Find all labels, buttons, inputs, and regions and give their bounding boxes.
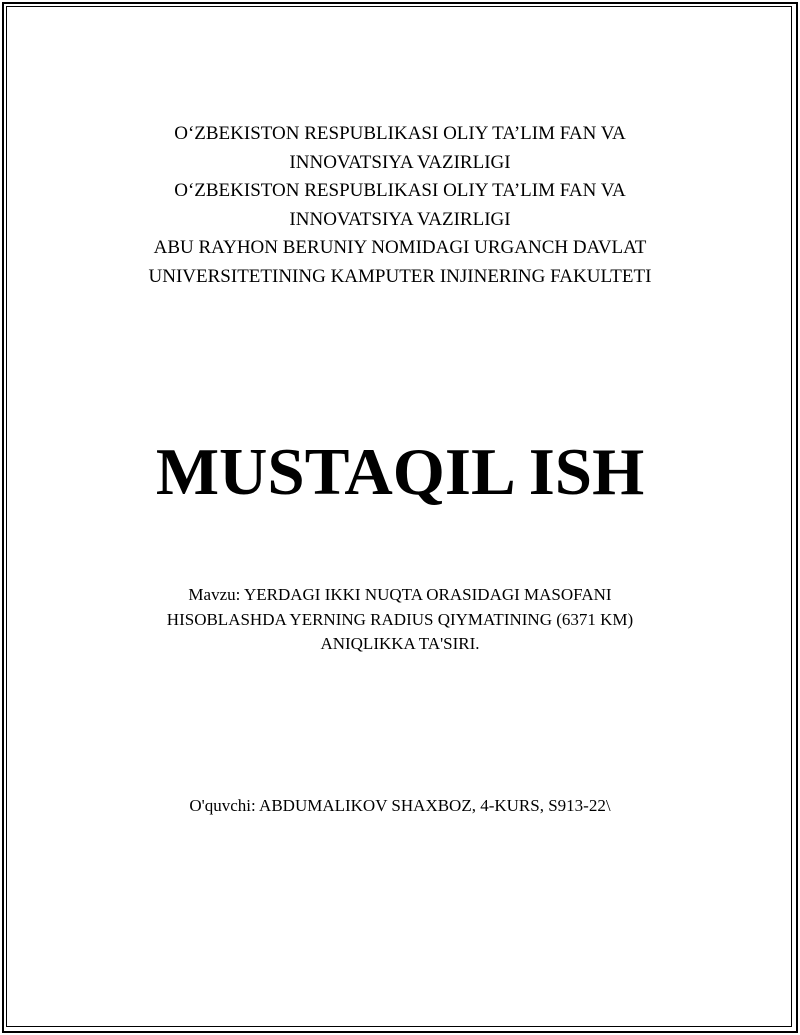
header-line: UNIVERSITETINING KAMPUTER INJINERING FAKULTETI (148, 265, 652, 287)
header-line: INNOVATSIYA VAZIRLIGI (289, 208, 511, 230)
topic-line: ANIQLIKKA TA'SIRI. (320, 634, 480, 653)
header-line: O‘ZBEKISTON RESPUBLIKASI OLIY TA’LIM FAN VA (174, 123, 626, 144)
header-line: ABU RAYHON BERUNIY NOMIDAGI URGANCH DAVLAT (153, 237, 647, 258)
student-info: O'quvchi: ABDUMALIKOV SHAXBOZ, 4-KURS, S913-22\ (189, 796, 611, 815)
header-line: INNOVATSIYA VAZIRLIGI (289, 151, 511, 173)
document-title: MUSTAQIL ISH (155, 435, 645, 509)
ministry-header (0, 120, 800, 291)
topic-block (0, 583, 800, 657)
topic-line: HISOBLASHDA YERNING RADIUS QIYMATINING (6371 KM) (166, 609, 634, 629)
header-line: O‘ZBEKISTON RESPUBLIKASI OLIY TA’LIM FAN VA (174, 180, 626, 201)
topic-line: Mavzu: YERDAGI IKKI NUQTA ORASIDAGI MASOFANI (188, 585, 612, 604)
